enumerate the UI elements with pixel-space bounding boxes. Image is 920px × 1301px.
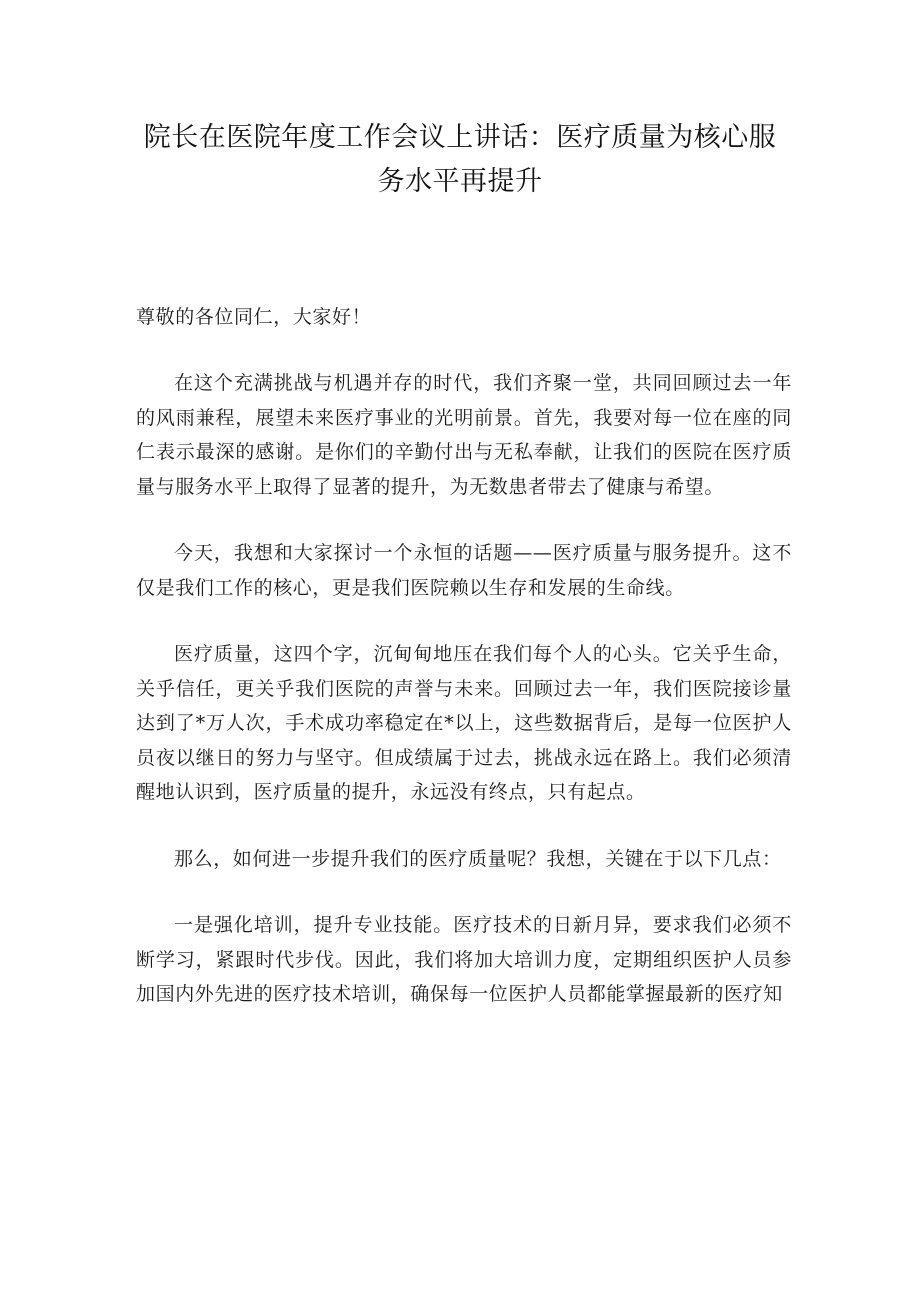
paragraph-2: 今天，我想和大家探讨一个永恒的话题——医疗质量与服务提升。这不仅是我们工作的核心，更是我们医院赖以生存和发展的生命线。 [136, 542, 792, 599]
paragraph-4: 那么，如何进一步提升我们的医疗质量呢？我想，关键在于以下几点： [174, 847, 782, 870]
greeting: 尊敬的各位同仁，大家好！ [136, 306, 372, 328]
document-body [136, 300, 792, 1012]
paragraph-5: 一是强化培训，提升专业技能。医疗技术的日新月异，要求我们必须不断学习，紧跟时代步伐。因此，我们将加大培训力度，定期组织医护人员参加国内外先进的医疗技术培训，确保每一位医护人员都能掌握最新的医疗知 [136, 914, 792, 1005]
paragraph-3: 医疗质量，这四个字，沉甸甸地压在我们每个人的心头。它关乎生命，关乎信任，更关乎我们医院的声誉与未来。回顾过去一年，我们医院接诊量达到了*万人次，手术成功率稳定在*以上，这些数据背后，是每一位医护人员夜以继日的努力与坚守。但成绩属于过去，挑战永远在路上。我们必须清醒地认识到，医疗质量的提升，永远没有终点，只有起点。 [136, 643, 792, 803]
document-title: 院长在医院年度工作会议上讲话：医疗质量为核心服务水平再提升 [143, 122, 777, 197]
paragraph-1: 在这个充满挑战与机遇并存的时代，我们齐聚一堂，共同回顾过去一年的风雨兼程，展望未来医疗事业的光明前景。首先，我要对每一位在座的同仁表示最深的感谢。是你们的辛勤付出与无私奉献，让我们的医院在医疗质量与服务水平上取得了显著的提升，为无数患者带去了健康与希望。 [136, 372, 792, 498]
